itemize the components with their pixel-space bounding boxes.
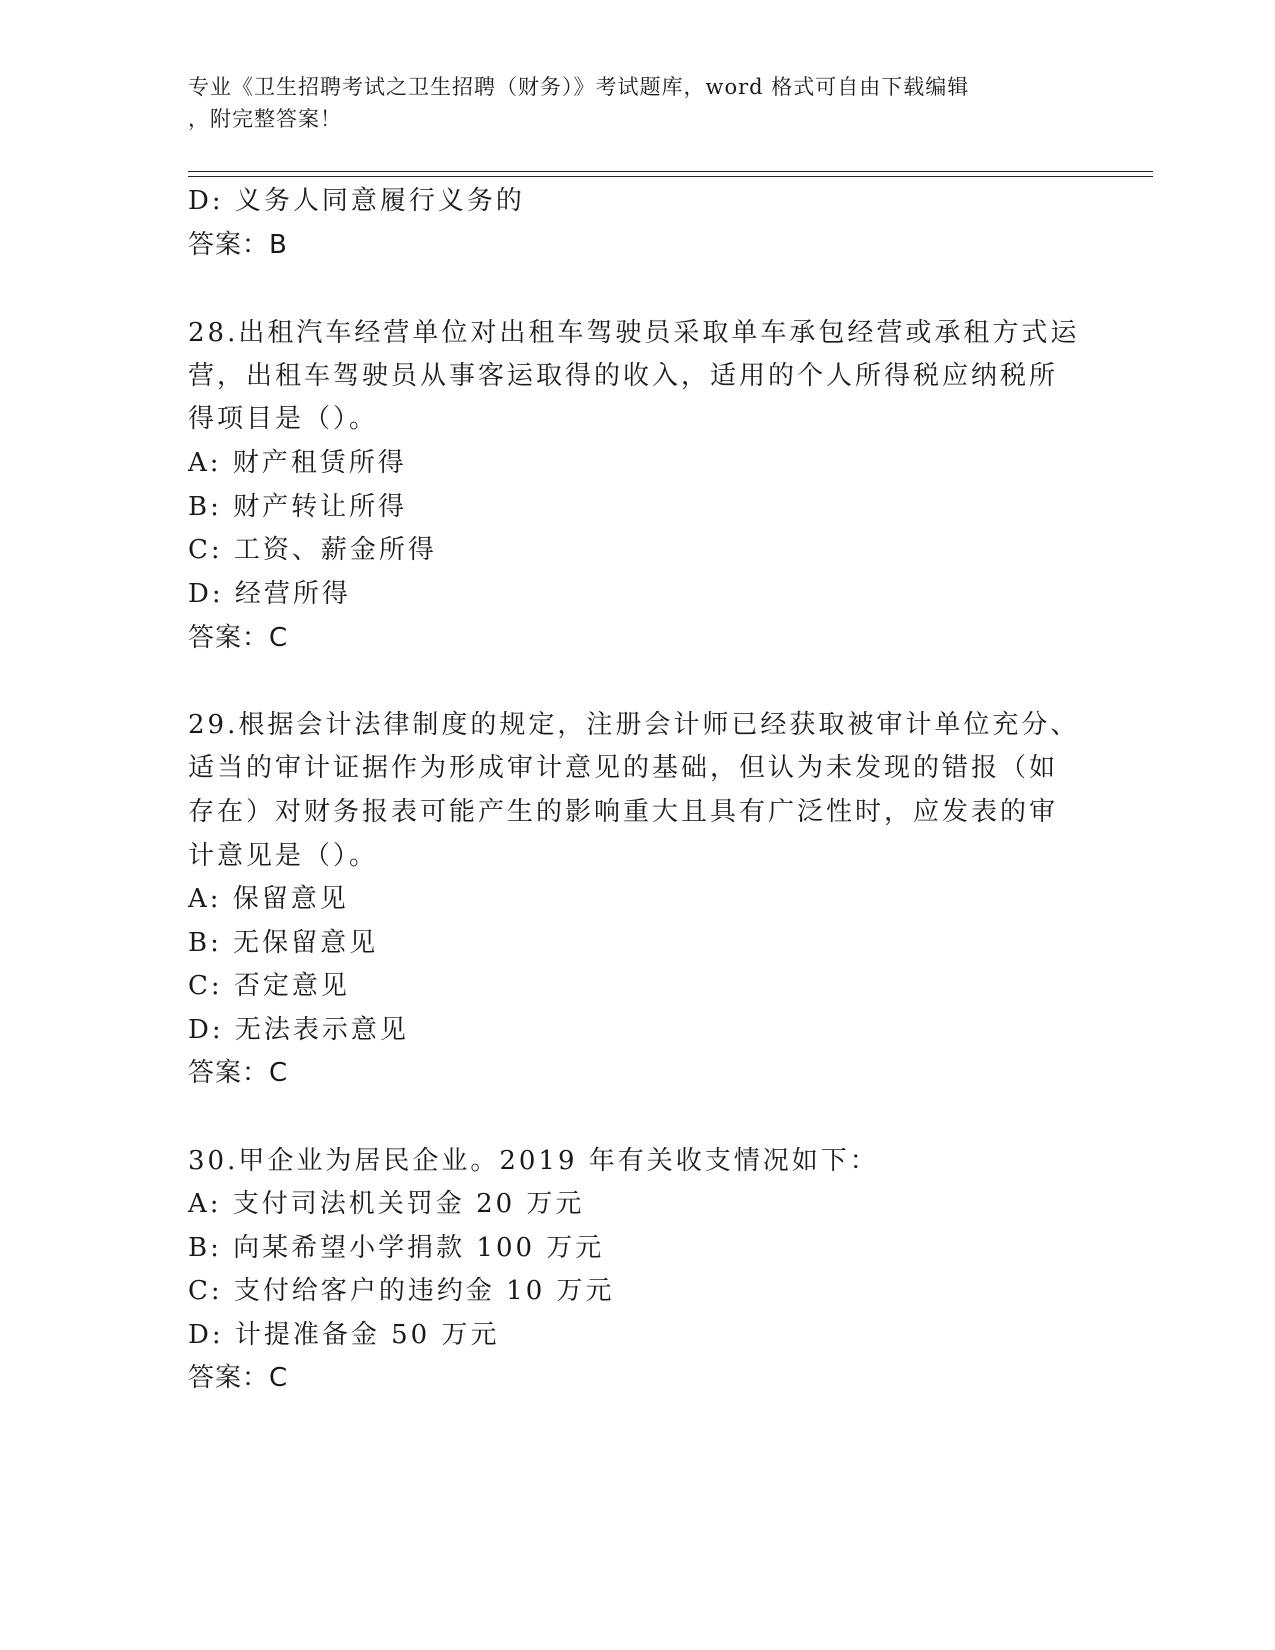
header-rule-top [188,171,1153,172]
q30-option-c: C: 支付给客户的违约金 10 万元 [188,1276,615,1306]
header-rule-bottom [188,176,1153,177]
q28-option-a: A: 财产租赁所得 [188,448,407,478]
q29-option-a: A: 保留意见 [188,884,349,914]
q30-stem-line-1: 30.甲企业为居民企业。2019 年有关收支情况如下： [188,1146,879,1176]
q28-option-c: C: 工资、薪金所得 [188,535,437,565]
prev-option-d: D: 义务人同意履行义务的 [188,186,525,216]
q29-option-d: D: 无法表示意见 [188,1015,409,1045]
q30-answer: 答案：C [188,1363,289,1393]
q30-option-a: A: 支付司法机关罚金 20 万元 [188,1189,585,1219]
q29-option-b: B: 无保留意见 [188,928,379,958]
q30-option-d: D: 计提准备金 50 万元 [188,1320,500,1350]
q28-stem-line-1: 28.出租汽车经营单位对出租车驾驶员采取单车承包经营或承租方式运 [188,318,1080,348]
q29-option-c: C: 否定意见 [188,971,350,1001]
header-text-line-1: 专业《卫生招聘考试之卫生招聘（财务）》考试题库，word 格式可自由下载编辑 [188,75,970,99]
header-text-line-2: ，附完整答案！ [188,107,342,131]
q28-option-b: B: 财产转让所得 [188,492,408,522]
q28-answer: 答案：C [188,623,289,653]
q29-stem-line-4: 计意见是（）。 [188,841,379,871]
q29-answer: 答案：C [188,1058,289,1088]
prev-answer: 答案：B [188,230,288,260]
q29-stem-line-1: 29.根据会计法律制度的规定，注册会计师已经获取被审计单位充分、 [188,710,1080,740]
q28-option-d: D: 经营所得 [188,579,351,609]
q28-stem-line-3: 得项目是（）。 [188,404,379,434]
q29-stem-line-3: 存在）对财务报表可能产生的影响重大且具有广泛性时，应发表的审 [188,797,1059,827]
q29-stem-line-2: 适当的审计证据作为形成审计意见的基础，但认为未发现的错报（如 [188,753,1059,783]
q28-stem-line-2: 营，出租车驾驶员从事客运取得的收入，适用的个人所得税应纳税所 [188,361,1059,391]
q30-option-b: B: 向某希望小学捐款 100 万元 [188,1233,605,1263]
